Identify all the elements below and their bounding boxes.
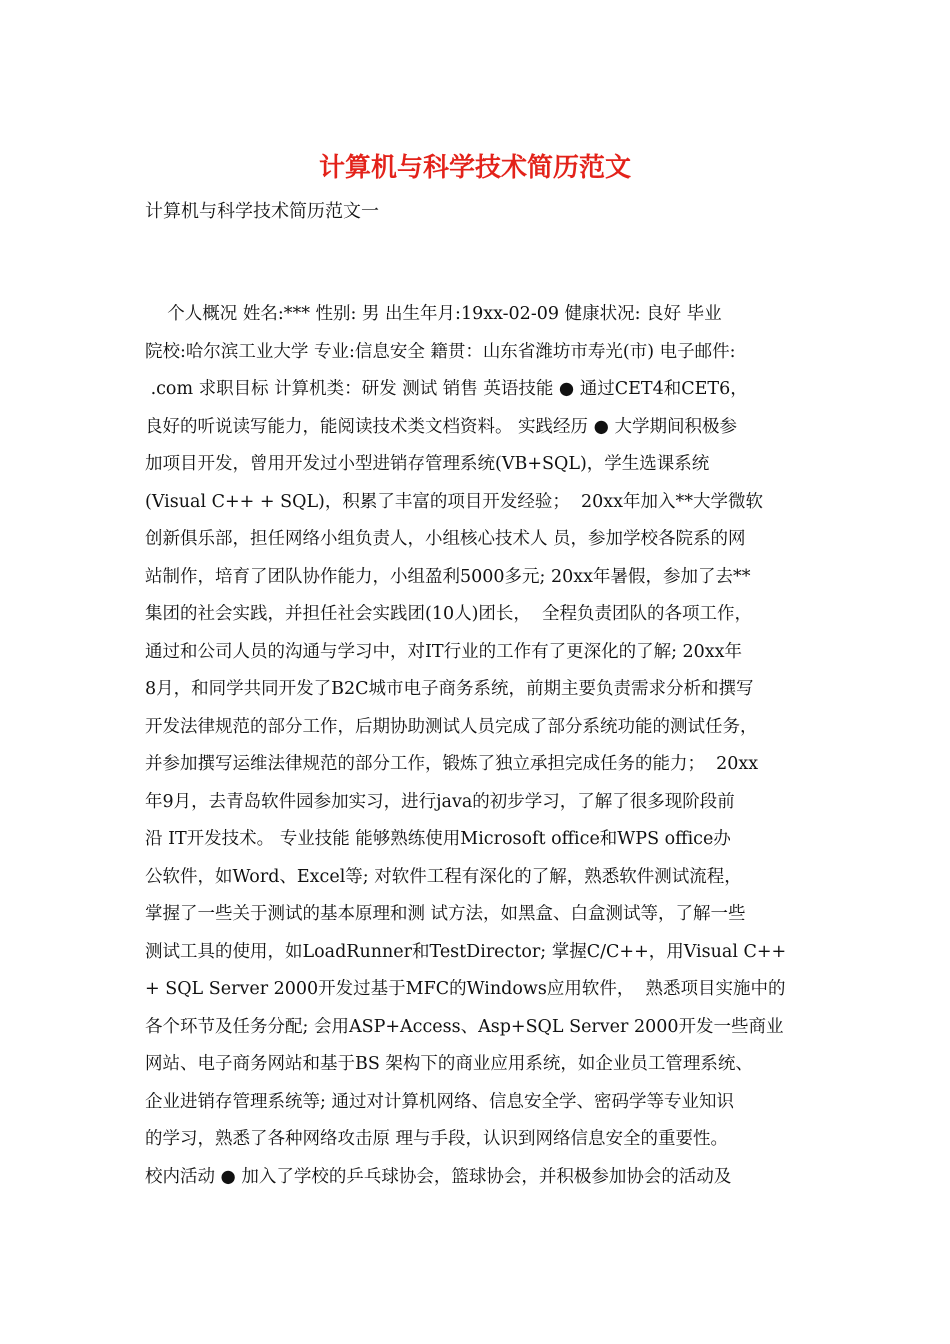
body-line: + SQL Server 2000开发过基于MFC的Windows应用软件， 熟悉项目实施中的 <box>145 979 786 999</box>
body-line: 企业进销存管理系统等; 通过对计算机网络、信息安全学、密码学等专业知识 <box>145 1091 734 1112</box>
body-line: 校内活动 ● 加入了学校的乒乓球协会，篮球协会，并积极参加协会的活动及 <box>145 1166 732 1187</box>
body-line: 个人概况 姓名:*** 性别: 男 出生年月:19xx-02-09 健康状况: 良好 毕业 <box>145 304 722 324</box>
body-line: 开发法律规范的部分工作，后期协助测试人员完成了部分系统功能的测试任务， <box>145 716 758 737</box>
document-body <box>145 300 815 1200</box>
body-line: 良好的听说读写能力，能阅读技术类文档资料。 实践经历 ● 大学期间积极参 <box>145 416 737 437</box>
body-line: 各个环节及任务分配; 会用ASP+Access、Asp+SQL Server 2000开发一些商业 <box>145 1016 784 1037</box>
body-line: 公软件，如Word、Excel等; 对软件工程有深化的了解，熟悉软件测试流程， <box>145 866 742 887</box>
body-line: 年9月，去青岛软件园参加实习，进行java的初步学习，了解了很多现阶段前 <box>145 791 735 812</box>
body-line: 集团的社会实践，并担任社会实践团(10人)团长， 全程负责团队的各项工作， <box>145 604 753 624</box>
body-line: 加项目开发，曾用开发过小型进销存管理系统(VB+SQL)，学生选课系统 <box>145 454 710 474</box>
body-line: 通过和公司人员的沟通与学习中，对IT行业的工作有了更深化的了解; 20xx年 <box>145 641 743 662</box>
body-line: 掌握了一些关于测试的基本原理和测 试方法，如黑盒、白盒测试等，了解一些 <box>145 904 746 924</box>
document-title: 计算机与科学技术简历范文 <box>318 153 631 183</box>
body-line: .com 求职目标 计算机类：研发 测试 销售 英语技能 ● 通过CET4和CET6， <box>145 379 748 399</box>
body-line: 站制作，培育了团队协作能力，小组盈利5000多元; 20xx年暑假，参加了去** <box>145 566 751 587</box>
body-line: 沿 IT开发技术。 专业技能 能够熟练使用Microsoft office和WPS office办 <box>145 829 731 849</box>
document-subtitle: 计算机与科学技术简历范文一 <box>145 201 379 222</box>
body-line: 网站、电子商务网站和基于BS 架构下的商业应用系统，如企业员工管理系统、 <box>145 1054 753 1074</box>
body-line: 创新俱乐部，担任网络小组负责人，小组核心技术人 员，参加学校各院系的网 <box>145 529 746 549</box>
body-line: 测试工具的使用，如LoadRunner和TestDirector; 掌握C/C++，用Visual C++ <box>145 941 787 962</box>
body-line: (Visual C++ + SQL)，积累了丰富的项目开发经验； 20xx年加入**大学微软 <box>145 491 764 512</box>
body-line: 院校:哈尔滨工业大学 专业:信息安全 籍贯：山东省潍坊市寿光(市) 电子邮件: <box>145 341 736 362</box>
body-line: 8月，和同学共同开发了B2C城市电子商务系统，前期主要负责需求分析和撰写 <box>145 679 754 699</box>
body-line: 的学习，熟悉了各种网络攻击原 理与手段，认识到网络信息安全的重要性。 <box>145 1129 729 1149</box>
body-line: 并参加撰写运维法律规范的部分工作，锻炼了独立承担完成任务的能力； 20xx <box>145 754 759 774</box>
